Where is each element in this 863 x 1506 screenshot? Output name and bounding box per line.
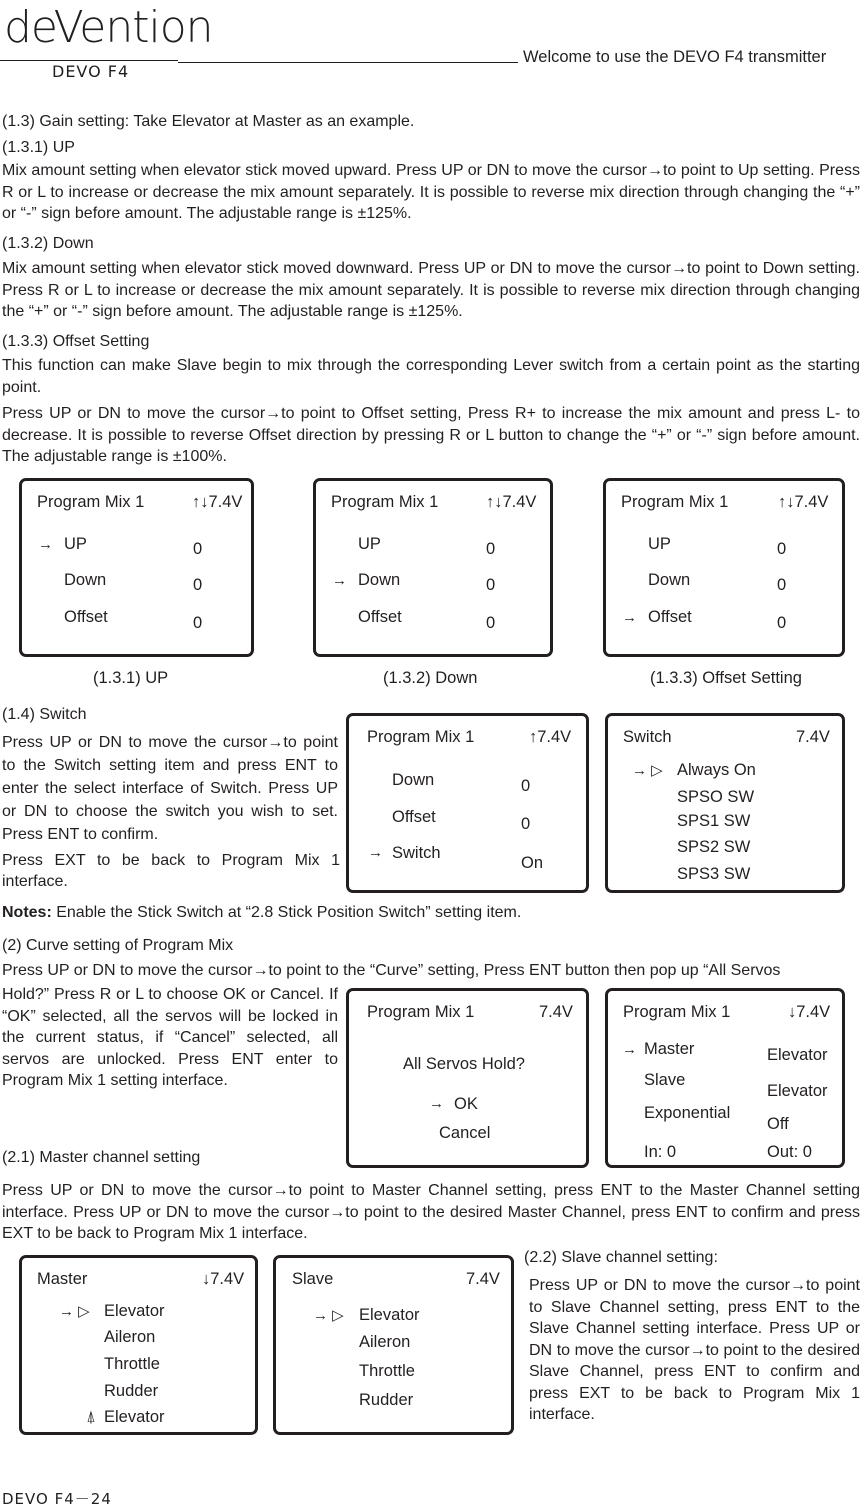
down-text: Mix amount setting when elevator stick moved downward. Press UP or DN to move the cursor→to point to Down setting. Press R or L to increase or decrease the mix amount separately. It is possible to reverse mix direction through changing the “+” or “-” sign before amount. The adjustable range is ±125%.: [2, 260, 860, 320]
slave-option: Throttle: [359, 1362, 415, 1380]
hold-ok: OK: [454, 1095, 478, 1113]
cursor-icon: →: [429, 1095, 444, 1112]
offset-value: 0: [521, 815, 531, 833]
menu-down: Down: [392, 771, 435, 789]
cursor-select-icon: → ▷: [632, 762, 663, 779]
cursor-icon: →: [332, 572, 347, 589]
switch-value: On: [521, 854, 544, 872]
curve-exponential: Exponential: [644, 1104, 731, 1122]
curve-master-value: Elevator: [767, 1046, 828, 1064]
screen-offset: [603, 478, 845, 657]
screen-switch-row: [346, 713, 589, 893]
menu-down: Down: [64, 571, 107, 589]
curve-text-1: Press UP or DN to move the cursor→to point to the “Curve” setting, Press ENT button then pop up “All Servos: [2, 962, 781, 979]
select-marker-icon: ⍋: [86, 1408, 96, 1426]
curve-slave-value: Elevator: [767, 1082, 828, 1100]
slave-option: Aileron: [359, 1333, 411, 1351]
screen-curve: [605, 988, 845, 1168]
hold-question: All Servos Hold?: [403, 1055, 525, 1073]
battery-voltage: 7.4V: [539, 1003, 573, 1021]
battery-voltage: ↑↓7.4V: [192, 493, 243, 511]
header-rule-right: [178, 62, 518, 63]
switch-text-2: Press EXT to be back to Program Mix 1 interface.: [2, 852, 340, 890]
screen-title: Program Mix 1: [367, 728, 475, 746]
menu-up: UP: [64, 535, 87, 553]
screen-title: Slave: [292, 1270, 334, 1288]
curve-slave: Slave: [644, 1071, 686, 1089]
notes-label: Notes:: [2, 904, 52, 921]
cursor-icon: →: [622, 609, 637, 626]
down-value: 0: [521, 777, 531, 795]
notes: [2, 902, 521, 924]
master-option: Aileron: [104, 1328, 156, 1346]
menu-down: Down: [358, 571, 401, 589]
switch-option: SPS1 SW: [677, 812, 751, 830]
header-welcome: Welcome to use the DEVO F4 transmitter: [523, 48, 827, 66]
battery-voltage: ↑↓7.4V: [486, 493, 537, 511]
up-value: 0: [486, 540, 496, 558]
screen-title: Program Mix 1: [37, 493, 145, 511]
battery-voltage: 7.4V: [466, 1270, 500, 1288]
screen-slave-channel: [273, 1255, 514, 1435]
cursor-icon: →: [38, 536, 53, 553]
menu-up: UP: [358, 535, 381, 553]
slave-text: Press UP or DN to move the cursor→to point to Slave Channel setting, press ENT to the Slave Channel setting interface. Press UP or DN to move the cursor→to point to the desired Slave Channel, press ENT to confirm and press EXT to be back to Program Mix 1 interface.: [529, 1277, 860, 1423]
menu-up: UP: [648, 535, 671, 553]
master-title: (2.1) Master channel setting: [2, 1149, 201, 1166]
master-text: Press UP or DN to move the cursor→to point to Master Channel setting, press ENT to the Master Channel setting interface. Press UP or DN to move the cursor→to point to the desired Master Channel, press ENT to confirm and press EXT to be back to Program Mix 1 interface.: [2, 1182, 860, 1242]
switch-text-1: Press UP or DN to move the cursor→to point to the Switch setting item and press ENT to enter the select interface of Switch. Press UP or DN to choose the switch you wish to set. Press ENT to confirm.: [2, 734, 338, 843]
slave-title: (2.2) Slave channel setting:: [524, 1249, 718, 1266]
notes-text: Enable the Stick Switch at “2.8 Stick Position Switch” setting item.: [51, 904, 522, 921]
hold-cancel: Cancel: [439, 1124, 491, 1142]
up-value: 0: [193, 540, 203, 558]
battery-voltage: ↑7.4V: [529, 728, 572, 746]
curve-out: Out: 0: [767, 1143, 812, 1161]
cursor-select-icon: → ▷: [59, 1303, 90, 1320]
screen-servos-hold: [346, 988, 589, 1168]
switch-option: SPS3 SW: [677, 865, 751, 883]
screen-down: [313, 478, 553, 657]
battery-voltage: ↓7.4V: [788, 1003, 831, 1021]
screen-title: Program Mix 1: [331, 493, 439, 511]
switch-option: SPS2 SW: [677, 838, 751, 856]
offset-text-2: Press UP or DN to move the cursor→to point to Offset setting, Press R+ to increase the mix amount and press L- to decrease. It is possible to reverse Offset direction by pressing R or L button to change the “+” or “-” sign before amount. The adjustable range is ±100%.: [2, 405, 860, 465]
battery-voltage: ↑↓7.4V: [778, 493, 829, 511]
master-option: Elevator: [104, 1302, 165, 1320]
offset-value: 0: [193, 614, 203, 632]
slave-option: Rudder: [359, 1391, 414, 1409]
screen-switch-select: [605, 713, 845, 893]
page-footer: DEVO F4－24: [2, 1490, 112, 1506]
screen-title: Program Mix 1: [623, 1003, 731, 1021]
offset-value: 0: [777, 614, 787, 632]
down-title: (1.3.2) Down: [2, 235, 94, 252]
screen-title: Program Mix 1: [621, 493, 729, 511]
caption-up: (1.3.1) UP: [93, 669, 169, 687]
cursor-icon: →: [622, 1041, 637, 1058]
curve-title: (2) Curve setting of Program Mix: [2, 937, 234, 954]
menu-down: Down: [648, 571, 691, 589]
down-value: 0: [777, 576, 787, 594]
master-option: Elevator: [104, 1408, 165, 1426]
menu-offset: Offset: [358, 608, 402, 626]
switch-title: (1.4) Switch: [2, 706, 87, 723]
slave-option: Elevator: [359, 1306, 420, 1324]
curve-master: Master: [644, 1040, 695, 1058]
offset-value: 0: [486, 614, 496, 632]
master-option: Throttle: [104, 1355, 160, 1373]
offset-title: (1.3.3) Offset Setting: [2, 333, 150, 350]
down-value: 0: [193, 576, 203, 594]
menu-offset: Offset: [64, 608, 108, 626]
switch-option: SPSO SW: [677, 788, 755, 806]
menu-offset: Offset: [392, 808, 436, 826]
up-text: Mix amount setting when elevator stick moved upward. Press UP or DN to move the cursor→to point to Up setting. Press R or L to increase or decrease the mix amount separately. It is possible to reverse mix direction through changing the “+” or “-” sign before amount. The adjustable range is ±125%.: [2, 162, 860, 222]
screen-master-channel: [19, 1255, 258, 1435]
gain-title: (1.3) Gain setting: Take Elevator at Master as an example.: [2, 113, 415, 130]
curve-text-2: Hold?” Press R or L to choose OK or Cancel. If “OK” selected, all the servos will be locked in the current status, if “Cancel” selected, all servos are unlocked. Press ENT enter to Program Mix 1 setting interface.: [2, 986, 338, 1089]
curve-in: In: 0: [644, 1143, 677, 1161]
cursor-icon: →: [368, 844, 383, 861]
header-rule-left: [0, 60, 178, 61]
battery-voltage: ↓7.4V: [202, 1270, 245, 1288]
up-title: (1.3.1) UP: [2, 139, 75, 156]
caption-down: (1.3.2) Down: [383, 669, 478, 687]
offset-text-1: This function can make Slave begin to mix through the corresponding Lever switch from a certain point as the starting point.: [2, 357, 860, 396]
cursor-select-icon: → ▷: [313, 1307, 344, 1324]
screen-title: Switch: [623, 728, 672, 746]
battery-voltage: 7.4V: [796, 728, 830, 746]
screen-title: Program Mix 1: [367, 1003, 475, 1021]
brand-model: DEVO F4: [52, 62, 130, 81]
menu-switch: Switch: [392, 844, 441, 862]
menu-offset: Offset: [648, 608, 692, 626]
switch-option: Always On: [677, 761, 756, 779]
master-option: Rudder: [104, 1382, 159, 1400]
up-value: 0: [777, 540, 787, 558]
screen-title: Master: [37, 1270, 88, 1288]
screen-up: [19, 478, 254, 657]
brand-logo: deVention: [4, 2, 213, 53]
down-value: 0: [486, 576, 496, 594]
curve-exponential-value: Off: [767, 1115, 789, 1133]
caption-offset: (1.3.3) Offset Setting: [650, 669, 802, 687]
